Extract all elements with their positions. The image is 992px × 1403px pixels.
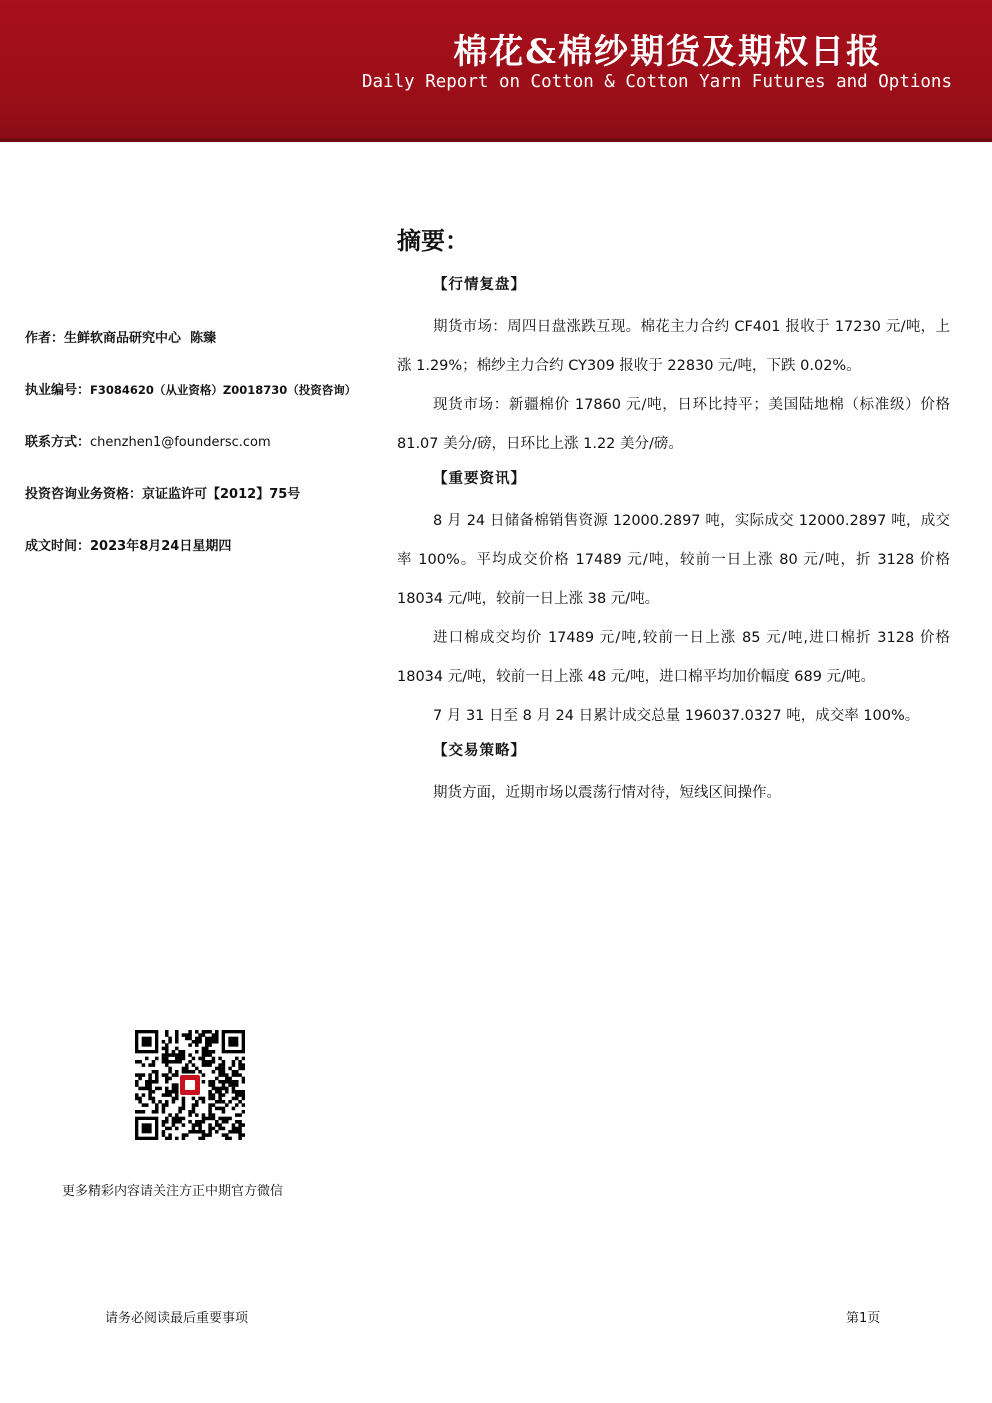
- report-title: 棉花&棉纱期货及期权日报: [453, 32, 882, 72]
- license-value: F3084620（从业资格）Z0018730（投资咨询）: [90, 383, 357, 397]
- report-subtitle: Daily Report on Cotton & Cotton Yarn Futures and Options: [361, 72, 952, 92]
- contact-email[interactable]: chenzhen1@foundersc.com: [90, 435, 271, 450]
- qualification-row: [25, 483, 375, 535]
- author-row: [25, 327, 375, 379]
- paragraph-cumulative-volume: 7 月 31 日至 8 月 24 日累计成交总量 196037.0327 吨，成交率 100%。: [433, 708, 920, 724]
- wechat-qr-code[interactable]: [135, 1030, 245, 1140]
- section-heading-key-news: 【重要资讯】: [433, 471, 526, 487]
- page-number: 第1页: [846, 1311, 881, 1326]
- summary: [397, 222, 950, 813]
- author-label: 作者：: [25, 331, 65, 346]
- contact-row: [25, 431, 375, 483]
- contact-label: 联系方式：: [25, 435, 91, 450]
- footer-disclaimer-note: 请务必阅读最后重要事项: [105, 1311, 249, 1326]
- date-value: 2023年8月24日星期四: [90, 539, 232, 554]
- paragraph-reserve-sales: 8 月 24 日储备棉销售资源 12000.2897 吨，实际成交 12000.2897 吨，成交率 100%。平均成交价格 17489 元/吨，较前一日上涨 80 元/吨，折 3128 价格 18034 元/吨，较前一日上涨 38 元/吨。: [397, 513, 950, 607]
- author-info: [25, 327, 375, 587]
- paragraph-strategy: 期货方面，近期市场以震荡行情对待，短线区间操作。: [433, 785, 781, 801]
- paragraph-imported-cotton: 进口棉成交均价 17489 元/吨,较前一日上涨 85 元/吨,进口棉折 3128 价格 18034 元/吨，较前一日上涨 48 元/吨，进口棉平均加价幅度 689 元/吨。: [397, 630, 950, 685]
- author-value: 生鲜软商品研究中心 陈臻: [64, 331, 217, 346]
- paragraph-spot-market: 现货市场：新疆棉价 17860 元/吨，日环比持平；美国陆地棉（标准级）价格 81.07 美分/磅，日环比上涨 1.22 美分/磅。: [397, 397, 950, 452]
- date-row: [25, 535, 375, 587]
- qr-caption: 更多精彩内容请关注方正中期官方微信: [62, 1184, 284, 1199]
- report-header: [0, 0, 992, 142]
- date-label: 成文时间：: [25, 539, 91, 554]
- section-heading-strategy: 【交易策略】: [433, 743, 526, 759]
- header-shadow: [0, 138, 992, 142]
- qr-code-image: [135, 1030, 245, 1140]
- license-row: [25, 379, 375, 431]
- summary-title: 摘要：: [397, 227, 469, 255]
- section-heading-market-review: 【行情复盘】: [433, 277, 526, 293]
- license-label: 执业编号：: [25, 383, 91, 398]
- qualification-value: 京证监许可【2012】75号: [142, 487, 301, 502]
- paragraph-futures-market: 期货市场：周四日盘涨跌互现。棉花主力合约 CF401 报收于 17230 元/吨，上涨 1.29%；棉纱主力合约 CY309 报收于 22830 元/吨，下跌 0.02%。: [397, 319, 950, 374]
- qualification-label: 投资咨询业务资格：: [25, 487, 143, 502]
